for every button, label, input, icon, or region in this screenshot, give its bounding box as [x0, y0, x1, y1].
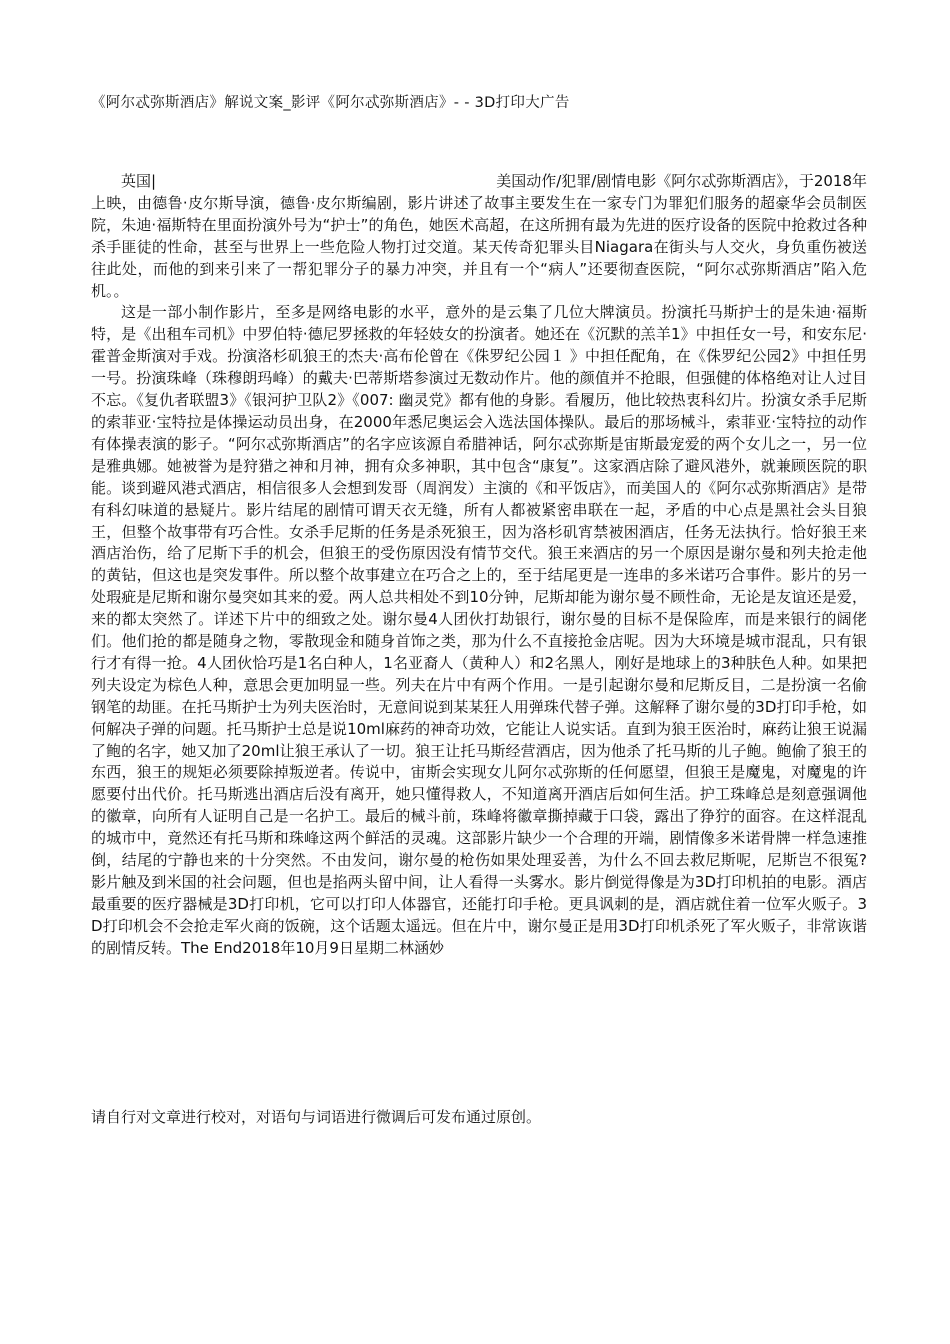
intro-rest: 上映，由德鲁·皮尔斯导演，德鲁·皮尔斯编剧，影片讲述了故事主要发生在一家专门为罪犯们服务的超豪华会员制医院，朱迪·福斯特在里面扮演外号为“护士”的角色，她医术高超，在这所拥有最为先进的医疗设备的医院中抢救过各种杀手匪徒的性命，甚至与世界上一些危险人物打过交道。某天传奇犯罪头目Niagara在街头与人交火，身负重伤被送往此处，而他的到来引来了一帮犯罪分子的暴力冲突，并且有一个“病人”还要彻查医院，“阿尔忒弥斯酒店”陷入危机。。 [91, 193, 867, 300]
intro-tail: 美国动作/犯罪/剧情电影《阿尔忒弥斯酒店》，于2018年 [496, 172, 867, 190]
document-title: 《阿尔忒弥斯酒店》解说文案_影评《阿尔忒弥斯酒店》- - 3D打印大广告 [91, 95, 570, 111]
intro-paragraph [91, 171, 867, 302]
intro-gap [156, 171, 466, 193]
intro-first-line [91, 171, 867, 193]
article-body [91, 171, 867, 960]
intro-lead: 英国| [121, 172, 157, 190]
footer-note: 请自行对文章进行校对，对语句与词语进行微调后可发布通过原创。 [91, 1108, 542, 1126]
main-paragraph: 这是一部小制作影片，至多是网络电影的水平，意外的是云集了几位大牌演员。扮演托马斯护士的是朱迪·福斯特，是《出租车司机》中罗伯特·德尼罗拯救的年轻妓女的扮演者。她还在《沉默的羔羊1》中担任女一号，和安东尼·霍普金斯演对手戏。扮演洛杉矶狼王的杰夫·高布伦曾在《侏罗纪公园１ 》中担任配角，在《侏罗纪公园2》中担任男一号。扮演珠峰（珠穆朗玛峰）的戴夫·巴蒂斯塔参演过无数动作片。他的颜值并不抢眼，但强健的体格绝对让人过目不忘。《复仇者联盟3》《银河护卫队2》《007: 幽灵党》都有他的身影。看履历，他比较热衷科幻片。扮演女杀手尼斯的索菲亚·宝特拉是体操运动员出身，在2000年悉尼奥运会入选法国体操队。最后的那场械斗，索菲亚·宝特拉的动作有体操表演的影子。“阿尔忒弥斯酒店”的名字应该源自希腊神话，阿尔忒弥斯是宙斯最宠爱的两个女儿之一，另一位是雅典娜。她被誉为是狩猎之神和月神，拥有众多神职，其中包含“康复”。这家酒店除了避风港外，就兼顾医院的职能。谈到避风港式酒店，相信很多人会想到发哥（周润发）主演的《和平饭店》，而美国人的《阿尔忒弥斯酒店》是带有科幻味道的悬疑片。影片结尾的剧情可谓天衣无缝，所有人都被紧密串联在一起，矛盾的中心点是黑社会头目狼王，但整个故事带有巧合性。女杀手尼斯的任务是杀死狼王，因为洛杉矶宵禁被困酒店，任务无法执行。恰好狼王来酒店治伤，给了尼斯下手的机会，但狼王的受伤原因没有情节交代。狼王来酒店的另一个原因是谢尔曼和列夫抢走他的黄钻，但这也是突发事件。所以整个故事建立在巧合之上的，至于结尾更是一连串的多米诺巧合事件。影片的另一处瑕疵是尼斯和谢尔曼突如其来的爱。两人总共相处不到10分钟，尼斯却能为谢尔曼不顾性命，无论是友谊还是爱，来的都太突然了。详述下片中的细致之处。谢尔曼4人团伙打劫银行，谢尔曼的目标不是保险库，而是来银行的阔佬们。他们抢的都是随身之物，零散现金和随身首饰之类，那为什么不直接抢金店呢。因为大环境是城市混乱，只有银行才有得一抢。4人团伙恰巧是1名白种人，1名亚裔人（黄种人）和2名黑人，刚好是地球上的3种肤色人种。如果把列夫设定为棕色人种，意思会更加明显一些。列夫在片中有两个作用。一是引起谢尔曼和尼斯反目，二是扮演一名偷钢笔的劫匪。在托马斯护士为列夫医治时，无意间说到某某狂人用弹珠代替子弹。这解释了谢尔曼的3D打印手枪，如何解决子弹的问题。托马斯护士总是说10ml麻药的神奇功效，它能让人说实话。直到为狼王医治时，麻药让狼王说漏了鲍的名字，她又加了20ml让狼王承认了一切。狼王让托马斯经营酒店，因为他杀了托马斯的儿子鲍。鲍偷了狼王的东西，狼王的规矩必须要除掉叛逆者。传说中，宙斯会实现女儿阿尔忒弥斯的任何愿望，但狼王是魔鬼，对魔鬼的许愿要付出代价。托马斯逃出酒店后没有离开，她只懂得救人，不知道离开酒店后如何生活。护工珠峰总是刻意强调他的徽章，向所有人证明自己是一名护工。最后的械斗前，珠峰将徽章撕掉藏于口袋，露出了狰狞的面容。在这样混乱的城市中，竟然还有托马斯和珠峰这两个鲜活的灵魂。这部影片缺少一个合理的开端，剧情像多米诺骨牌一样急速推倒，结尾的宁静也来的十分突然。不由发问，谢尔曼的枪伤如果处理妥善，为什么不回去救尼斯呢，尼斯岂不很冤? 影片触及到米国的社会问题，但也是掐两头留中间，让人看得一头雾水。影片倒觉得像是为3D打印机拍的电影。酒店最重要的医疗器械是3D打印机，它可以打印人体器官，还能打印手枪。更具讽刺的是，酒店就住着一位军火贩子。3D打印机会不会抢走军火商的饭碗，这个话题太遥远。但在片中，谢尔曼正是用3D打印机杀死了军火贩子，非常诙谐的剧情反转。The End2018年10月9日星期二林涵妙 [91, 303, 867, 957]
